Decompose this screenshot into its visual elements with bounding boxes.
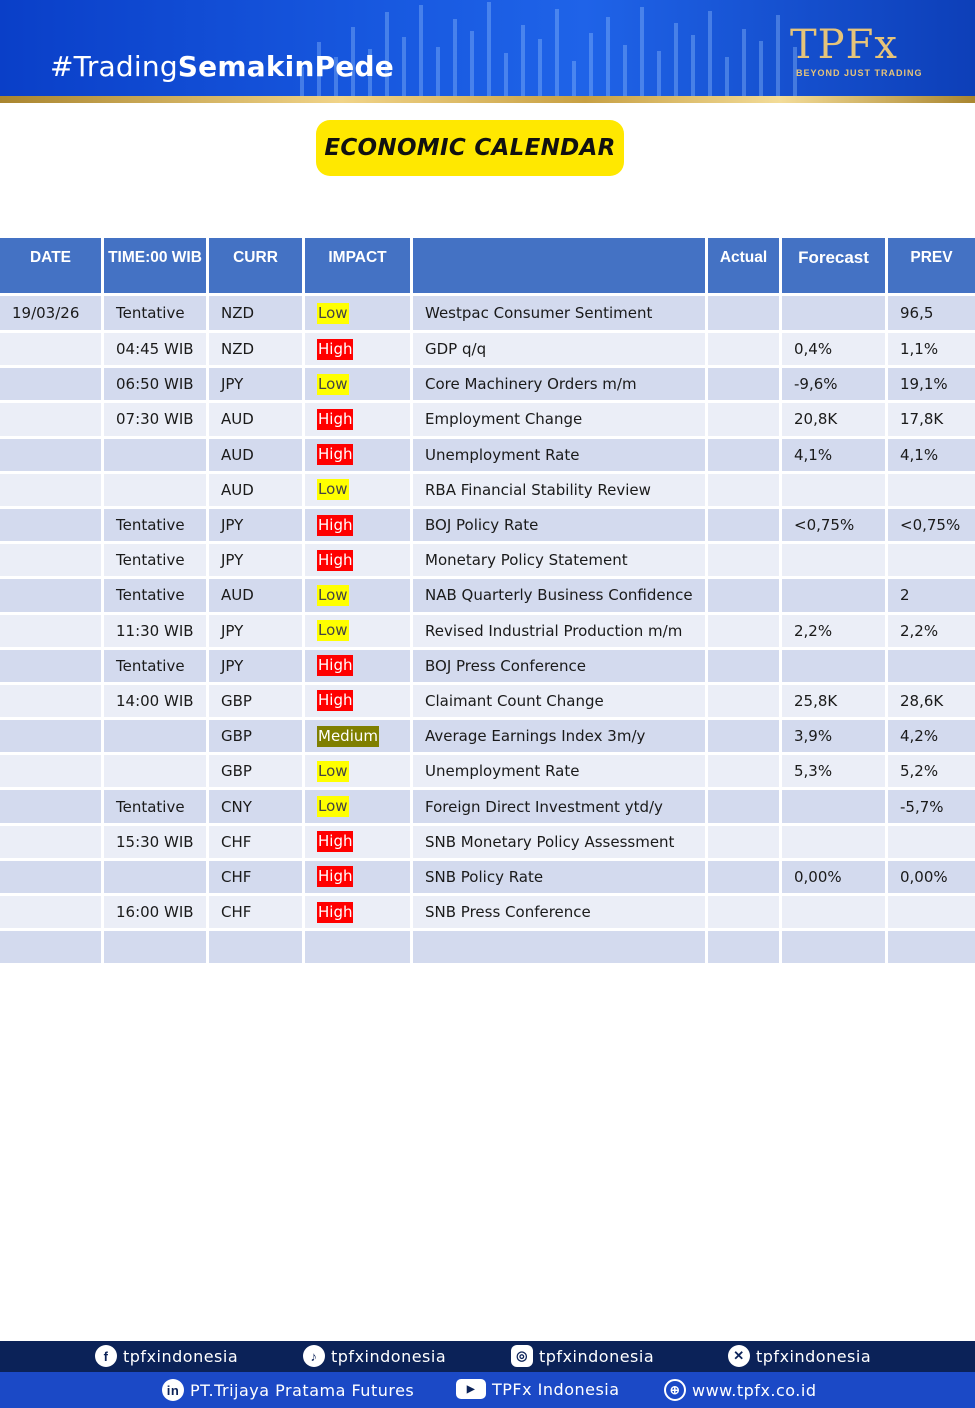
instagram-handle: tpfxindonesia bbox=[539, 1346, 655, 1366]
actual-cell bbox=[708, 579, 782, 614]
impact-cell bbox=[305, 296, 413, 333]
time-cell: Tentative bbox=[104, 790, 209, 825]
actual-cell bbox=[708, 333, 782, 368]
actual-cell bbox=[708, 790, 782, 825]
time-cell: Tentative bbox=[104, 579, 209, 614]
table-row bbox=[0, 474, 975, 509]
date-cell bbox=[0, 509, 104, 544]
event-cell: BOJ Press Conference bbox=[413, 650, 708, 685]
x-handle: tpfxindonesia bbox=[756, 1346, 872, 1366]
instagram-icon: ◎ bbox=[511, 1345, 533, 1367]
impact-cell bbox=[305, 509, 413, 544]
date-cell bbox=[0, 790, 104, 825]
currency-cell: NZD bbox=[209, 333, 305, 368]
economic-calendar-table bbox=[0, 238, 975, 966]
actual-cell bbox=[708, 650, 782, 685]
tiktok-link[interactable] bbox=[303, 1345, 446, 1367]
impact-badge: High bbox=[318, 445, 353, 464]
actual-cell bbox=[708, 685, 782, 720]
decorative-bar bbox=[691, 35, 695, 97]
decorative-bar bbox=[708, 11, 712, 97]
date-cell bbox=[0, 861, 104, 896]
forecast-cell bbox=[782, 931, 888, 966]
decorative-bar bbox=[470, 31, 474, 97]
forecast-cell: 25,8K bbox=[782, 685, 888, 720]
forecast-cell: 0,4% bbox=[782, 333, 888, 368]
time-cell: Tentative bbox=[104, 544, 209, 579]
column-header-impact: IMPACT bbox=[305, 238, 413, 296]
facebook-icon: f bbox=[95, 1345, 117, 1367]
table-row bbox=[0, 931, 975, 966]
decorative-bar bbox=[657, 51, 661, 97]
decorative-bar bbox=[742, 29, 746, 97]
impact-badge: High bbox=[318, 902, 353, 921]
table-header-row bbox=[0, 238, 975, 296]
time-cell: 06:50 WIB bbox=[104, 368, 209, 403]
youtube-icon: ▶ bbox=[456, 1379, 486, 1399]
prev-cell: -5,7% bbox=[888, 790, 975, 825]
youtube-channel: TPFx Indonesia bbox=[492, 1379, 620, 1399]
table-row bbox=[0, 790, 975, 825]
date-cell bbox=[0, 931, 104, 966]
currency-cell: AUD bbox=[209, 403, 305, 438]
decorative-bar bbox=[589, 33, 593, 97]
impact-badge: High bbox=[318, 867, 353, 886]
forecast-cell bbox=[782, 579, 888, 614]
impact-badge: Low bbox=[318, 374, 348, 393]
currency-cell bbox=[209, 931, 305, 966]
prev-cell bbox=[888, 544, 975, 579]
impact-badge: Low bbox=[318, 303, 348, 322]
currency-cell: CHF bbox=[209, 826, 305, 861]
x-icon: ✕ bbox=[728, 1345, 750, 1367]
impact-badge: High bbox=[318, 832, 353, 851]
forecast-cell: <0,75% bbox=[782, 509, 888, 544]
impact-cell bbox=[305, 403, 413, 438]
event-cell: GDP q/q bbox=[413, 333, 708, 368]
impact-cell bbox=[305, 579, 413, 614]
decorative-bar bbox=[606, 17, 610, 97]
impact-badge: High bbox=[318, 550, 353, 569]
prev-cell bbox=[888, 826, 975, 861]
website-url: www.tpfx.co.id bbox=[692, 1380, 817, 1400]
actual-cell bbox=[708, 509, 782, 544]
impact-cell bbox=[305, 615, 413, 650]
currency-cell: JPY bbox=[209, 544, 305, 579]
prev-cell: 17,8K bbox=[888, 403, 975, 438]
prev-cell: <0,75% bbox=[888, 509, 975, 544]
event-cell: Revised Industrial Production m/m bbox=[413, 615, 708, 650]
table-row bbox=[0, 296, 975, 333]
event-cell: Employment Change bbox=[413, 403, 708, 438]
date-cell bbox=[0, 896, 104, 931]
table-body bbox=[0, 296, 975, 966]
event-cell: Claimant Count Change bbox=[413, 685, 708, 720]
page-title: ECONOMIC CALENDAR bbox=[324, 135, 616, 161]
gold-divider bbox=[0, 96, 975, 103]
date-cell bbox=[0, 333, 104, 368]
decorative-bar bbox=[521, 25, 525, 97]
date-cell bbox=[0, 368, 104, 403]
forecast-cell bbox=[782, 474, 888, 509]
actual-cell bbox=[708, 474, 782, 509]
prev-cell: 2,2% bbox=[888, 615, 975, 650]
decorative-bar bbox=[402, 37, 406, 97]
page-title-badge bbox=[316, 120, 624, 176]
forecast-cell: -9,6% bbox=[782, 368, 888, 403]
table-row bbox=[0, 368, 975, 403]
prev-cell bbox=[888, 474, 975, 509]
column-header-currency: CURR bbox=[209, 238, 305, 296]
actual-cell bbox=[708, 896, 782, 931]
decorative-bar bbox=[572, 61, 576, 97]
decorative-bar bbox=[419, 5, 423, 97]
hashtag-slogan: #TradingSemakinPede bbox=[50, 50, 394, 83]
impact-badge: High bbox=[318, 409, 353, 428]
currency-cell: JPY bbox=[209, 368, 305, 403]
date-cell bbox=[0, 685, 104, 720]
event-cell: SNB Monetary Policy Assessment bbox=[413, 826, 708, 861]
table-row bbox=[0, 439, 975, 474]
impact-badge: High bbox=[318, 339, 353, 358]
time-cell: Tentative bbox=[104, 296, 209, 333]
prev-cell: 96,5 bbox=[888, 296, 975, 333]
table-row bbox=[0, 755, 975, 790]
forecast-cell: 5,3% bbox=[782, 755, 888, 790]
prev-cell: 28,6K bbox=[888, 685, 975, 720]
table-row bbox=[0, 861, 975, 896]
youtube-link[interactable] bbox=[456, 1379, 620, 1399]
table-row bbox=[0, 615, 975, 650]
date-cell bbox=[0, 826, 104, 861]
table-row bbox=[0, 826, 975, 861]
decorative-bar bbox=[504, 53, 508, 97]
date-cell bbox=[0, 439, 104, 474]
prev-cell bbox=[888, 896, 975, 931]
event-cell: BOJ Policy Rate bbox=[413, 509, 708, 544]
time-cell: 15:30 WIB bbox=[104, 826, 209, 861]
time-cell bbox=[104, 755, 209, 790]
actual-cell bbox=[708, 368, 782, 403]
currency-cell: NZD bbox=[209, 296, 305, 333]
time-cell: Tentative bbox=[104, 650, 209, 685]
logo-text: TPFx bbox=[790, 22, 898, 68]
prev-cell: 5,2% bbox=[888, 755, 975, 790]
social-footer bbox=[0, 1341, 975, 1372]
impact-badge: High bbox=[318, 515, 353, 534]
impact-badge: Low bbox=[318, 621, 348, 640]
decorative-bar bbox=[640, 7, 644, 97]
table-row bbox=[0, 403, 975, 438]
decorative-bar bbox=[674, 23, 678, 97]
time-cell: 07:30 WIB bbox=[104, 403, 209, 438]
table-row bbox=[0, 333, 975, 368]
time-cell: Tentative bbox=[104, 509, 209, 544]
event-cell: SNB Policy Rate bbox=[413, 861, 708, 896]
decorative-bar bbox=[759, 41, 763, 97]
actual-cell bbox=[708, 544, 782, 579]
tiktok-handle: tpfxindonesia bbox=[331, 1346, 447, 1366]
impact-cell bbox=[305, 896, 413, 931]
actual-cell bbox=[708, 755, 782, 790]
impact-badge: High bbox=[318, 656, 353, 675]
actual-cell bbox=[708, 615, 782, 650]
impact-cell bbox=[305, 931, 413, 966]
instagram-link[interactable] bbox=[511, 1345, 654, 1367]
tiktok-icon: ♪ bbox=[303, 1345, 325, 1367]
currency-cell: AUD bbox=[209, 439, 305, 474]
forecast-cell bbox=[782, 650, 888, 685]
currency-cell: JPY bbox=[209, 650, 305, 685]
time-cell: 04:45 WIB bbox=[104, 333, 209, 368]
table-row bbox=[0, 579, 975, 614]
prev-cell bbox=[888, 650, 975, 685]
logo-tagline: BEYOND JUST TRADING bbox=[796, 68, 923, 78]
currency-cell: CHF bbox=[209, 861, 305, 896]
forecast-cell bbox=[782, 826, 888, 861]
date-cell bbox=[0, 650, 104, 685]
currency-cell: AUD bbox=[209, 474, 305, 509]
column-header-event bbox=[413, 238, 708, 296]
tpfx-logo bbox=[790, 22, 930, 85]
prev-cell: 1,1% bbox=[888, 333, 975, 368]
currency-cell: GBP bbox=[209, 755, 305, 790]
column-header-actual: Actual bbox=[708, 238, 782, 296]
prev-cell bbox=[888, 931, 975, 966]
event-cell: SNB Press Conference bbox=[413, 896, 708, 931]
table-row bbox=[0, 896, 975, 931]
impact-cell bbox=[305, 650, 413, 685]
decorative-bar bbox=[436, 47, 440, 97]
impact-cell bbox=[305, 544, 413, 579]
impact-badge: High bbox=[318, 691, 353, 710]
decorative-bar bbox=[453, 19, 457, 97]
impact-cell bbox=[305, 368, 413, 403]
prev-cell: 4,2% bbox=[888, 720, 975, 755]
forecast-cell: 0,00% bbox=[782, 861, 888, 896]
date-cell: 19/03/26 bbox=[0, 296, 104, 333]
forecast-cell bbox=[782, 896, 888, 931]
prev-cell: 19,1% bbox=[888, 368, 975, 403]
actual-cell bbox=[708, 439, 782, 474]
impact-cell bbox=[305, 755, 413, 790]
table-row bbox=[0, 544, 975, 579]
linkedin-icon: in bbox=[162, 1379, 184, 1401]
impact-cell bbox=[305, 685, 413, 720]
decorative-bar bbox=[623, 45, 627, 97]
date-cell bbox=[0, 615, 104, 650]
time-cell: 14:00 WIB bbox=[104, 685, 209, 720]
impact-badge: Low bbox=[318, 761, 348, 780]
decorative-bar bbox=[538, 39, 542, 97]
impact-cell bbox=[305, 333, 413, 368]
time-cell bbox=[104, 474, 209, 509]
impact-cell bbox=[305, 790, 413, 825]
actual-cell bbox=[708, 720, 782, 755]
decorative-bar bbox=[555, 9, 559, 97]
globe-icon: ⊕ bbox=[664, 1379, 686, 1401]
table-row bbox=[0, 509, 975, 544]
forecast-cell bbox=[782, 296, 888, 333]
prev-cell: 4,1% bbox=[888, 439, 975, 474]
currency-cell: JPY bbox=[209, 615, 305, 650]
actual-cell bbox=[708, 403, 782, 438]
prev-cell: 2 bbox=[888, 579, 975, 614]
actual-cell bbox=[708, 826, 782, 861]
table-row bbox=[0, 650, 975, 685]
decorative-bar bbox=[487, 2, 491, 97]
date-cell bbox=[0, 403, 104, 438]
impact-badge: Low bbox=[318, 585, 348, 604]
column-header-forecast: Forecast bbox=[782, 238, 888, 296]
event-cell: Unemployment Rate bbox=[413, 439, 708, 474]
actual-cell bbox=[708, 861, 782, 896]
header-banner bbox=[0, 0, 975, 97]
time-cell bbox=[104, 931, 209, 966]
time-cell bbox=[104, 720, 209, 755]
event-cell: Unemployment Rate bbox=[413, 755, 708, 790]
actual-cell bbox=[708, 931, 782, 966]
time-cell bbox=[104, 861, 209, 896]
facebook-link[interactable] bbox=[95, 1345, 238, 1367]
impact-cell bbox=[305, 474, 413, 509]
decorative-bar bbox=[776, 15, 780, 97]
table-row bbox=[0, 685, 975, 720]
forecast-cell: 4,1% bbox=[782, 439, 888, 474]
forecast-cell: 3,9% bbox=[782, 720, 888, 755]
impact-badge: Low bbox=[318, 797, 348, 816]
date-cell bbox=[0, 755, 104, 790]
contact-footer bbox=[0, 1372, 975, 1408]
linkedin-link[interactable] bbox=[162, 1379, 414, 1401]
time-cell: 16:00 WIB bbox=[104, 896, 209, 931]
event-cell: Core Machinery Orders m/m bbox=[413, 368, 708, 403]
prev-cell: 0,00% bbox=[888, 861, 975, 896]
event-cell bbox=[413, 931, 708, 966]
date-cell bbox=[0, 720, 104, 755]
currency-cell: CHF bbox=[209, 896, 305, 931]
event-cell: NAB Quarterly Business Confidence bbox=[413, 579, 708, 614]
currency-cell: JPY bbox=[209, 509, 305, 544]
decorative-bar bbox=[725, 57, 729, 97]
event-cell: RBA Financial Stability Review bbox=[413, 474, 708, 509]
time-cell: 11:30 WIB bbox=[104, 615, 209, 650]
event-cell: Westpac Consumer Sentiment bbox=[413, 296, 708, 333]
impact-cell bbox=[305, 720, 413, 755]
forecast-cell bbox=[782, 544, 888, 579]
event-cell: Monetary Policy Statement bbox=[413, 544, 708, 579]
event-cell: Average Earnings Index 3m/y bbox=[413, 720, 708, 755]
impact-cell bbox=[305, 861, 413, 896]
impact-cell bbox=[305, 439, 413, 474]
event-cell: Foreign Direct Investment ytd/y bbox=[413, 790, 708, 825]
column-header-time: TIME:00 WIB bbox=[104, 238, 209, 296]
currency-cell: GBP bbox=[209, 720, 305, 755]
date-cell bbox=[0, 474, 104, 509]
impact-cell bbox=[305, 826, 413, 861]
table-row bbox=[0, 720, 975, 755]
forecast-cell: 20,8K bbox=[782, 403, 888, 438]
time-cell bbox=[104, 439, 209, 474]
actual-cell bbox=[708, 296, 782, 333]
column-header-prev: PREV bbox=[888, 238, 975, 296]
website-link[interactable] bbox=[664, 1379, 816, 1401]
impact-badge: Low bbox=[318, 480, 348, 499]
forecast-cell: 2,2% bbox=[782, 615, 888, 650]
impact-badge: Medium bbox=[318, 726, 378, 745]
date-cell bbox=[0, 544, 104, 579]
forecast-cell bbox=[782, 790, 888, 825]
currency-cell: CNY bbox=[209, 790, 305, 825]
currency-cell: AUD bbox=[209, 579, 305, 614]
x-link[interactable] bbox=[728, 1345, 871, 1367]
linkedin-company: PT.Trijaya Pratama Futures bbox=[190, 1380, 415, 1400]
date-cell bbox=[0, 579, 104, 614]
facebook-handle: tpfxindonesia bbox=[123, 1346, 239, 1366]
currency-cell: GBP bbox=[209, 685, 305, 720]
column-header-date: DATE bbox=[0, 238, 104, 296]
